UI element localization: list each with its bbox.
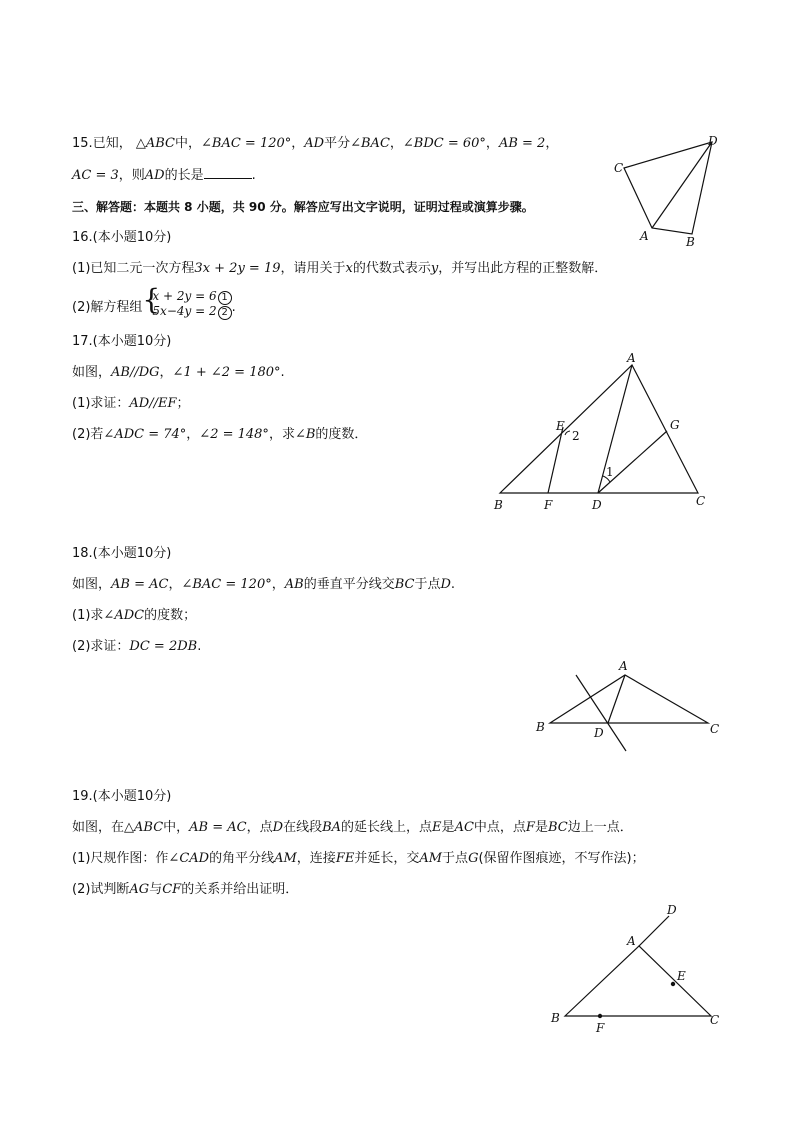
circled-mark-2: 2 — [218, 306, 232, 320]
label-d: D — [594, 726, 604, 740]
q19-text: 并延长，交 — [354, 851, 420, 866]
label-b: B — [551, 1011, 560, 1025]
label-e: E — [556, 419, 565, 433]
q17-text: (1)求证： — [72, 396, 130, 411]
label-b: B — [494, 498, 503, 512]
label-b: B — [686, 235, 695, 249]
q18-sep: ， — [271, 577, 285, 592]
q19-condition: AB = AC — [189, 820, 247, 835]
figure-q15 — [600, 130, 740, 255]
q19-text: 的延长线上，点 — [341, 820, 433, 835]
system-row-1 — [152, 290, 231, 305]
q18-condition: ∠BAC = 120° — [181, 577, 272, 592]
q18-text: 于点 — [414, 577, 441, 592]
extension-ad — [639, 916, 669, 946]
q16-text: (2)解方程组 — [72, 300, 143, 315]
q15-text: 已知， — [92, 136, 132, 151]
q15-condition: AC = 3 — [72, 168, 119, 183]
q19-text: (保留作图痕迹，不写作法)； — [478, 851, 645, 866]
q18-text: 如图， — [72, 577, 112, 592]
segment-ad — [608, 675, 625, 723]
q19-text: 中点，点 — [473, 820, 526, 835]
q16-text: (1)已知二元一次方程 — [72, 261, 195, 276]
q18-text: (2)求证： — [72, 639, 130, 654]
q17-condition: AD//EF — [129, 396, 177, 411]
q18-end: 的度数； — [144, 608, 197, 623]
equation-1: x + 2y = 6 — [152, 289, 217, 303]
q18-part1 — [72, 607, 196, 625]
q18-intro — [72, 576, 455, 594]
q18-condition: AB = AC — [111, 577, 169, 592]
q16-var: x — [345, 261, 353, 276]
triangle-abc — [550, 675, 708, 723]
q15-line1 — [72, 135, 558, 153]
segment-dg — [598, 431, 667, 493]
q19-text: ，点 — [246, 820, 273, 835]
q19-text: 是 — [534, 820, 548, 835]
q19-text: 如图，在 — [72, 820, 125, 835]
q15-text: 中， — [174, 136, 201, 151]
q19-point: E — [432, 820, 442, 835]
q19-segment: BC — [547, 820, 568, 835]
q17-condition: ∠2 = 148° — [199, 427, 269, 442]
q19-text: ，连接 — [296, 851, 336, 866]
label-c: C — [614, 161, 624, 175]
q19-triangle: △ABC — [124, 820, 164, 835]
label-d: D — [667, 903, 677, 917]
q18-text: (1)求 — [72, 608, 104, 623]
point-f — [598, 1014, 602, 1018]
q17-sep: ， — [159, 365, 173, 380]
q19-segment: CF — [162, 882, 182, 897]
q17-end: . — [280, 365, 285, 380]
q18-angle: ∠ADC — [103, 608, 145, 623]
q19-segment: FE — [335, 851, 355, 866]
q16-part2 — [72, 283, 236, 325]
q19-angle: ∠CAD — [168, 851, 210, 866]
label-c: C — [696, 494, 706, 508]
q17-end: 的度数． — [315, 427, 368, 442]
equation-2: 5x−4y = 2 — [152, 304, 217, 318]
q19-part1 — [72, 850, 645, 868]
system-rows — [152, 290, 231, 320]
q15-text: 的长是 — [164, 168, 204, 183]
q15-end: . — [251, 168, 256, 183]
quad-outline — [624, 142, 712, 234]
q15-line2 — [72, 166, 256, 185]
label-d: D — [708, 134, 718, 148]
q17-sep: ， — [186, 427, 200, 442]
q15-condition: ∠BAC = 120° — [201, 136, 292, 151]
q19-text: 边上一点． — [567, 820, 633, 835]
angle-2-arc — [565, 431, 570, 435]
angle-1-label: 1 — [606, 465, 614, 479]
q18-sep: ， — [168, 577, 182, 592]
equation-system — [142, 283, 231, 325]
q19-segment: AC — [454, 820, 474, 835]
question-number: 15. — [72, 136, 93, 151]
figure-q18 — [530, 655, 730, 755]
q19-text: 中， — [163, 820, 190, 835]
label-a: A — [640, 229, 649, 243]
q15-text: ，则 — [118, 168, 145, 183]
section-heading: 三、解答题：本题共 8 小题，共 90 分。解答应写出文字说明，证明过程或演算步骤。 — [72, 200, 534, 214]
q17-condition: AB//DG — [111, 365, 160, 380]
q18-text: 的垂直平分线交 — [303, 577, 395, 592]
label-g: G — [670, 418, 680, 432]
q19-segment: AM — [419, 851, 443, 866]
q18-end: . — [450, 577, 456, 592]
q19-segment: AG — [129, 882, 150, 897]
q15-condition: ∠BDC = 60° — [402, 136, 486, 151]
label-e: E — [677, 969, 686, 983]
segment-ad — [598, 365, 632, 493]
segment-ef — [548, 427, 563, 493]
q19-text: 与 — [149, 882, 163, 897]
q18-end: . — [197, 639, 202, 654]
triangle-abc — [565, 946, 711, 1016]
triangle-abc — [500, 365, 698, 493]
q16-part1 — [72, 260, 607, 278]
q15-condition: ∠BAC — [350, 136, 390, 151]
q15-sep: ， — [545, 136, 559, 151]
q18-header: 18.(本小题10分) — [72, 546, 172, 561]
q16-var: y — [430, 261, 439, 276]
point-e — [671, 982, 675, 986]
q15-sep: ， — [389, 136, 403, 151]
q17-condition: ∠1 + ∠2 = 180° — [172, 365, 281, 380]
q18-segment: AB — [284, 577, 304, 592]
q17-part1 — [72, 395, 190, 413]
q18-part2 — [72, 638, 201, 656]
q17-text: ，求 — [268, 427, 295, 442]
q15-segment: AD — [304, 136, 325, 151]
q19-point: G — [468, 851, 479, 866]
q19-text: (2)试判断 — [72, 882, 130, 897]
circled-mark-1: 1 — [218, 291, 232, 305]
system-row-2 — [152, 305, 231, 320]
q15-text: 平分 — [324, 136, 351, 151]
q15-triangle: △ABC — [135, 136, 175, 151]
q15-sep: ， — [485, 136, 499, 151]
q15-segment: AD — [144, 168, 165, 183]
q19-text: 在线段 — [283, 820, 323, 835]
label-f: F — [544, 498, 553, 512]
q15-sep: ， — [291, 136, 305, 151]
q17-text: (2)若 — [72, 427, 104, 442]
q17-text: 如图， — [72, 365, 112, 380]
q18-condition: DC = 2DB — [129, 639, 198, 654]
label-c: C — [710, 1013, 720, 1027]
q19-text: 的角平分线 — [209, 851, 275, 866]
q19-header: 19.(本小题10分) — [72, 789, 172, 804]
q18-segment: BC — [394, 577, 415, 592]
label-a: A — [619, 659, 628, 673]
q19-text: 是 — [441, 820, 455, 835]
q17-header: 17.(本小题10分) — [72, 334, 172, 349]
q17-intro — [72, 364, 285, 382]
q16-header: 16.(本小题10分) — [72, 230, 172, 245]
figure-q19 — [545, 900, 730, 1040]
q17-end: ； — [176, 396, 190, 411]
angle-2-label: 2 — [572, 429, 580, 443]
q19-point: D — [272, 820, 284, 835]
label-b: B — [536, 720, 545, 734]
label-a: A — [627, 351, 636, 365]
q19-segment: AM — [274, 851, 297, 866]
label-a: A — [627, 934, 636, 948]
brace: { — [142, 283, 161, 316]
q16-end: . — [231, 300, 236, 315]
label-f: F — [596, 1021, 605, 1035]
q16-text: 的代数式表示 — [352, 261, 431, 276]
q17-angle: ∠B — [294, 427, 316, 442]
q19-text: (1)尺规作图：作 — [72, 851, 169, 866]
q16-equation: 3x + 2y = 19 — [194, 261, 281, 276]
q18-point: D — [440, 577, 451, 592]
q19-point: F — [525, 820, 535, 835]
q17-condition: ∠ADC = 74° — [103, 427, 187, 442]
answer-blank — [204, 166, 252, 179]
figure-q17 — [490, 345, 715, 520]
q19-text: 于点 — [442, 851, 469, 866]
q16-text: ，并写出此方程的正整数解． — [438, 261, 608, 276]
q19-text: 的关系并给出证明． — [181, 882, 299, 897]
q19-part2 — [72, 881, 298, 899]
q19-intro — [72, 819, 633, 837]
q19-segment: BA — [322, 820, 342, 835]
q17-part2 — [72, 426, 367, 444]
q16-text: ，请用关于 — [280, 261, 346, 276]
label-d: D — [592, 498, 602, 512]
q15-condition: AB = 2 — [498, 136, 546, 151]
label-c: C — [710, 722, 720, 736]
